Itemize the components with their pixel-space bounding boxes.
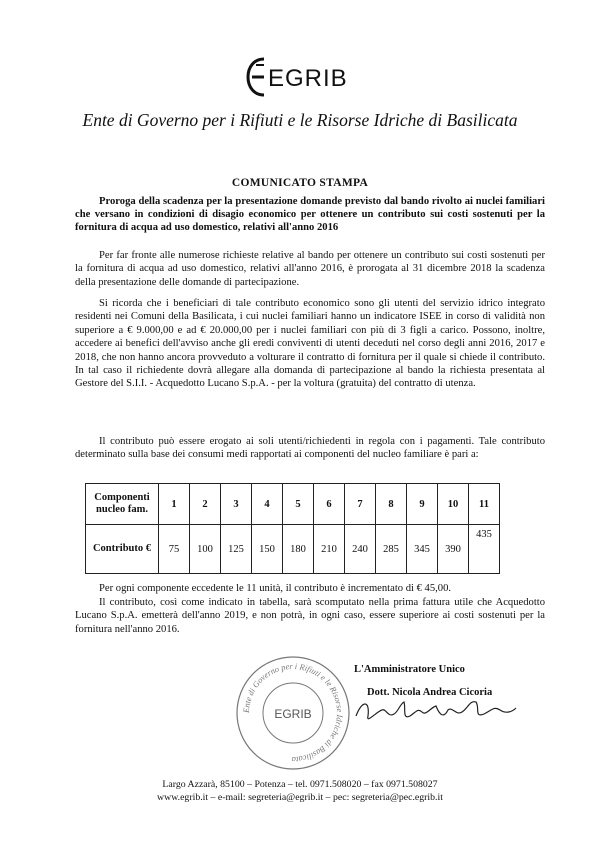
table-cell: 10: [438, 484, 469, 525]
table-cell: 5: [283, 484, 314, 525]
table-cell: 100: [190, 525, 221, 574]
subject-paragraph: Proroga della scadenza per la presentazione domande previsto dal bando rivolto ai nuclei familiari che versano in condizioni di disagio economico per ottenere un contributo sui costi sostenuti per la fornitura di acqua ad uso domestico, relativi all'anno 2016: [75, 196, 545, 234]
handwritten-signature: [352, 694, 520, 728]
logo-mark-icon: [244, 55, 270, 99]
excess-component-note: Per ogni componente eccedente le 11 unità, il contributo è incrementato di € 45,00.: [99, 583, 452, 594]
footer-web-email: www.egrib.it – e-mail: segreteria@egrib.it – pec: segreteria@pec.egrib.it: [157, 792, 443, 803]
table-cell: 125: [221, 525, 252, 574]
footer-contacts: [0, 778, 600, 804]
body-paragraph-2: Si ricorda che i beneficiari di tale contributo economico sono gli utenti del servizio idrico integrato residenti nei Comuni della Basilicata, i cui nuclei familiari hanno un indicatore ISEE in corso di validità non superiore a € 9.000,00 e ad € 20.000,00 per i nuclei familiari con più di 3 figli a carico. Possono, inoltre, accedere ai benefici dell'avviso anche gli eredi conviventi di utenti deceduti nel corso degli anni 2016, 2017 e 2018, che non hanno ancora provveduto a volturare il contratto di fornitura per il quale si chiede il contributo. In tal caso il richiedente dovrà allegare alla domanda di partecipazione al bando la richiesta presentata al Gestore del S.I.I. - Acquedotto Lucano S.p.A. - per la voltura (gratuita) del contratto di utenza.: [75, 298, 545, 390]
egrib-logo: [244, 55, 364, 99]
table-cell: 1: [159, 484, 190, 525]
table-cell: 2: [190, 484, 221, 525]
table-cell: 8: [376, 484, 407, 525]
organization-name: Ente di Governo per i Rifiuti e le Risorse Idriche di Basilicata: [82, 110, 518, 130]
table-cell: 390: [438, 525, 469, 574]
body-paragraph-3: Il contributo può essere erogato ai soli utenti/richiedenti in regola con i pagamenti. Tale contributo determinato sulla base dei consumi medi rapportati ai componenti del nucleo familiare è pari a:: [75, 436, 545, 461]
press-release-heading: COMUNICATO STAMPA: [231, 177, 369, 189]
table-cell: 75: [159, 525, 190, 574]
signatory-title: L'Amministratore Unico: [354, 664, 465, 675]
signatory-name: Dott. Nicola Andrea Cicoria: [367, 687, 493, 698]
table-cell: 210: [314, 525, 345, 574]
deduction-note: Il contributo, così come indicato in tabella, sarà scomputato nella prima fattura utile che Acquedotto Lucano S.p.A. emetterà dell'anno 2019, e non potrà, in ogni caso, essere superiore ai costi sostenuti per la fornitura nell'anno 2016.: [75, 597, 545, 635]
body-paragraph-1: Per far fronte alle numerose richieste relative al bando per ottenere un contributo sui costi sostenuti per la fornitura di acqua ad uso domestico, relativi all'anno 2016, è prorogata al 31 dicembre 2018 la scadenza della presentazione delle domande di partecipazione.: [75, 250, 545, 288]
stamp-ring-text: Ente di Governo per i Rifiuti e le Risorse Idriche di Basilicata: [241, 661, 345, 765]
contribution-table: [85, 483, 500, 574]
logo-text: EGRIB: [268, 65, 348, 92]
table-header-components: Componenti nucleo fam.: [86, 484, 159, 525]
table-cell: 4: [252, 484, 283, 525]
table-cell: 150: [252, 525, 283, 574]
table-cell: 285: [376, 525, 407, 574]
table-cell: 345: [407, 525, 438, 574]
table-cell: 9: [407, 484, 438, 525]
official-stamp: [232, 652, 354, 774]
table-cell: 11: [469, 484, 500, 525]
table-cell: 3: [221, 484, 252, 525]
table-header-contribution: Contributo €: [86, 525, 159, 574]
table-row-components: [86, 484, 500, 525]
table-cell: 180: [283, 525, 314, 574]
table-cell: 6: [314, 484, 345, 525]
table-cell: 7: [345, 484, 376, 525]
table-row-contribution: [86, 525, 500, 574]
footer-address: Largo Azzarà, 85100 – Potenza – tel. 0971.508020 – fax 0971.508027: [162, 779, 438, 790]
table-cell: 240: [345, 525, 376, 574]
stamp-center-text: EGRIB: [274, 707, 312, 721]
table-cell: 435: [469, 525, 500, 574]
